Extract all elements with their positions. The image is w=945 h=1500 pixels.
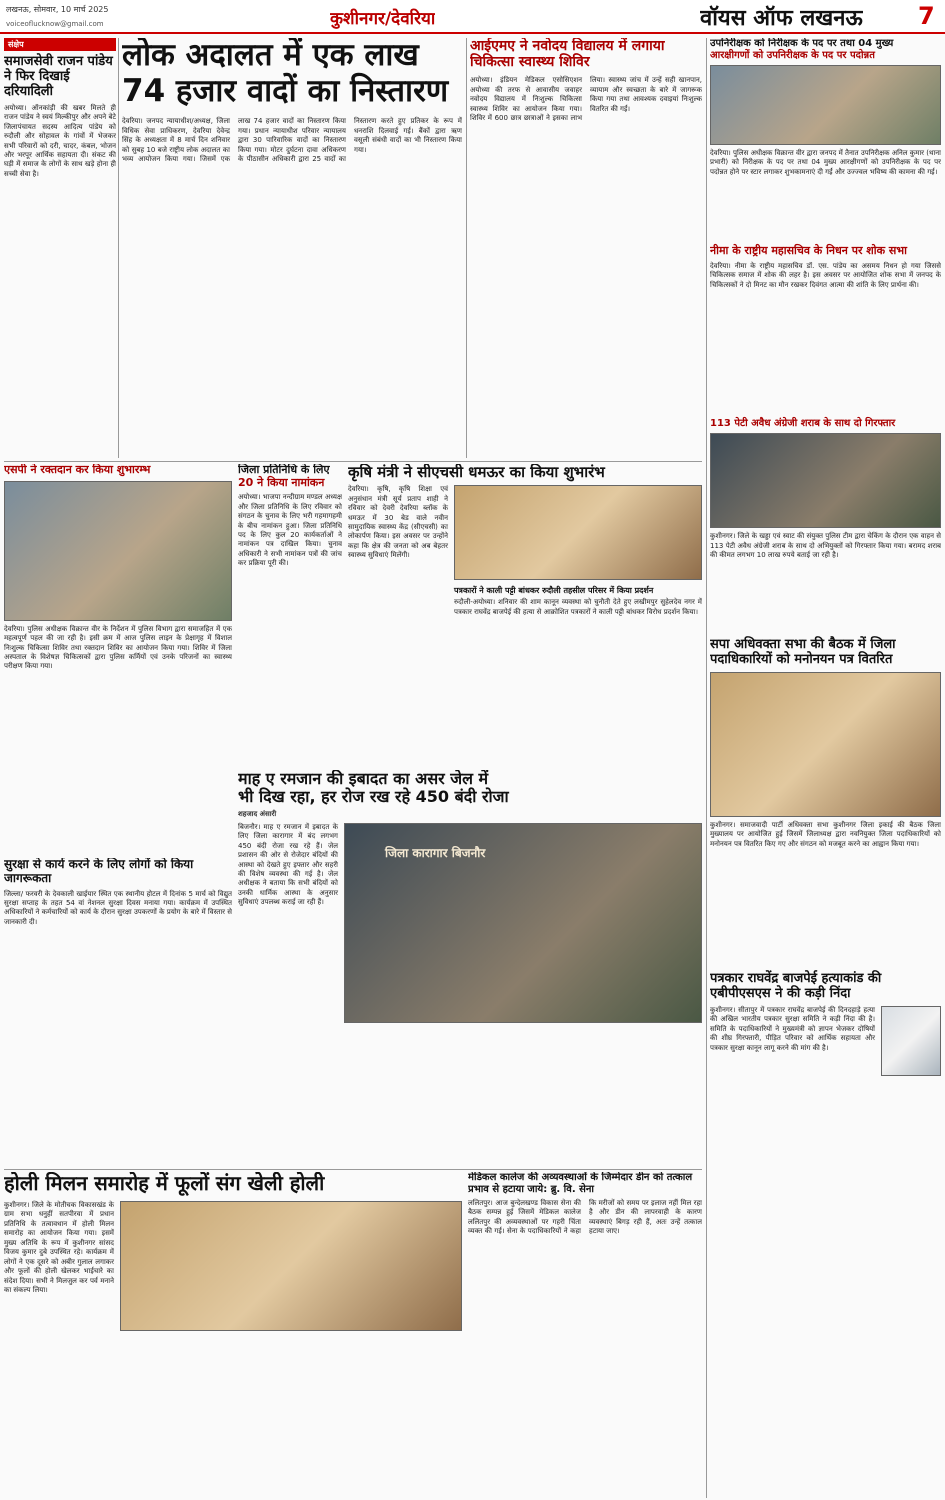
nomination-headline-1: जिला प्रतिनिधि के लिए (238, 464, 330, 476)
divider (466, 38, 467, 458)
liquor-photo (710, 433, 941, 528)
ima-headline: आईएमए ने नवोदय विद्यालय में लगाया चिकित्सा स्वास्थ्य शिविर (470, 38, 665, 71)
blood-donation-headline: एसपी ने रक्तदान कर किया शुभारम्भ (4, 464, 151, 476)
jail-sign: जिला कारागार बिजनौर (385, 845, 486, 860)
sp-headline: सपा अधिवक्ता सभा की बैठक में जिला पदाधिकारियों को मनोनयन पत्र वितरित (710, 637, 896, 668)
section-title: कुशीनगर/देवरिया (330, 9, 436, 29)
brief-headline: समाजसेवी राजन पांडेय ने फिर दिखाई दरियादिली (4, 54, 113, 99)
ramzan-jail-article (238, 770, 702, 1170)
ramzan-headline-1: माह ए रमजान की इबादत का असर जेल में (238, 770, 489, 788)
ima-article (470, 38, 702, 458)
medical-college-headline: मेडिकल कालेज की अव्यवस्थाओं के जिम्मेदार डीन को तत्काल प्रभाव से हटाया जाये: ब्रु. वि. सेना (468, 1172, 693, 1195)
ramzan-byline: शहजाद अंसारी (238, 809, 277, 818)
journalists-text: रुदौली-अयोध्या। शनिवार की शाम कानून व्यवस्था को चुनौती देते हुए लखीमपुर सुहेलदेव नगर में पत्रकार राघवेंद्र बाजपेई की हत्या से आक्रोशित पत्रकारों ने काली पट्टी बांधकर विरोध प्रदर्शन किया। (454, 598, 702, 616)
nima-headline: नीमा के राष्ट्रीय महासचिव के निधन पर शोक सभा (710, 244, 907, 257)
agri-minister-body (348, 485, 702, 725)
brief-tag: संक्षेप (4, 38, 116, 51)
sp-text: कुशीनगर। समाजवादी पार्टी अधिवक्ता सभा कुशीनगर जिला इकाई की बैठक जिला मुख्यालय पर आयोजित हुई जिसमें जिलाध्यक्ष द्वारा नवनियुक्त जिला पदाधिकारियों को मनोनयन पत्र वितरित किए गए और संगठन को मजबूत करने का आह्वान किया गया। (710, 821, 941, 848)
blood-donation-photo (4, 481, 232, 621)
journalist-portrait (881, 1006, 941, 1076)
medical-college-text: ललितपुर। आज बुन्देलखण्ड विकास सेना की बैठक सम्पन्न हुई जिसमें मेडिकल कालेज ललितपुर की अव्यवस्थाओं पर गहरी चिंता व्यक्त की गई। सेना के पदाधिकारियों ने कहा कि मरीजों को समय पर इलाज नहीं मिल रहा है और डीन की लापरवाही के कारण व्यवस्थाएं बिगड़ रही हैं, अतः उन्हें तत्काल हटाया जाए। (468, 1199, 702, 1236)
ima-text: अयोध्या। इंडियन मेडिकल एसोसिएशन अयोध्या की तरफ से आवासीय जवाहर नवोदय विद्यालय में निःशुल्क चिकित्सा स्वास्थ्य शिविर का आयोजन किया गया। शिविर में 600 छात्र छात्राओं ने इसका लाभ लिया। स्वास्थ्य जांच में उन्हें सही खानपान, व्यायाम और स्वच्छता के बारे में जागरूक किया गया तथा आवश्यक दवाइयां निःशुल्क वितरित की गईं। (470, 76, 702, 122)
murder-text: कुशीनगर। सीतापुर में पत्रकार राघवेंद्र बाजपेई की दिनदहाड़े हत्या की अखिल भारतीय पत्रकार सुरक्षा समिति ने कड़ी निंदा की है। समिति के पदाधिकारियों ने मुख्यमंत्री को ज्ञापन भेजकर दोषियों की शीघ्र गिरफ्तारी, पीड़ित परिवार को आर्थिक सहायता और पत्रकार सुरक्षा कानून लागू करने की मांग की है। (710, 1005, 875, 1052)
divider (706, 38, 707, 1498)
contact-email: voiceoflucknow@gmail.com (6, 20, 104, 28)
nima-text: देवरिया। नीमा के राष्ट्रीय महासचिव डॉ. एस. पांडेय का असमय निधन हो गया जिससे चिकित्सक समाज में शोक की लहर है। इस अवसर पर आयोजित शोक सभा में जनपद के चिकित्सकों ने दो मिनट का मौन रखकर दिवंगत आत्मा की शांति के लिए प्रार्थना की। (710, 261, 941, 289)
lok-adalat-article (122, 38, 462, 458)
blood-donation-text: देवरिया। पुलिस अधीक्षक विक्रान्त वीर के निर्देशन में पुलिस विभाग द्वारा समाजहित में एक महत्वपूर्ण पहल की जा रही है। इसी क्रम में आज पुलिस लाइन के प्रेक्षागृह में विशाल निःशुल्क चिकित्सा शिविर तथा रक्तदान शिविर का आयोजन किया गया। शिविर में जिला अस्पताल के विशेषज्ञ चिकित्सकों द्वारा पुलिस कर्मियों एवं उनके परिजनों का स्वास्थ्य परीक्षण किया गया। (4, 624, 232, 671)
ramzan-body (238, 823, 702, 1123)
agri-minister-article (348, 464, 702, 764)
lok-adalat-headline-1: लोक अदालत में एक लाख (122, 38, 419, 73)
journalists-headline: पत्रकारों ने काली पट्टी बांधकर रुदौली तहसील परिसर में किया प्रदर्शन (454, 586, 654, 596)
lok-adalat-headline-2: 74 हजार वादों का निस्तारण (122, 72, 449, 109)
page-header (0, 0, 945, 34)
lok-adalat-text: देवरिया। जनपद न्यायाधीश/अध्यक्ष, जिला विधिक सेवा प्राधिकरण, देवरिया देवेन्द्र सिंह के अध्यक्षता में 8 मार्च दिन शनिवार को सुबह 10 बजे राष्ट्रीय लोक अदालत का भव्य आयोजन किया गया। जिसमें एक लाख 74 हजार वादों का निस्तारण किया गया। प्रधान न्यायाधीश परिवार न्यायालय द्वारा 30 पारिवारिक वादों का निस्तारण किया गया। मोटर दुर्घटना दावा अधिकरण के पीठासीन अधिकारी द्वारा 25 वादों का निस्तारण करते हुए प्रतिकर के रूप में धनराशि दिलवाई गई। बैंकों द्वारा ऋण वसूली संबंधी वादों का भी निस्तारण किया गया। (122, 117, 462, 164)
masthead: वॉयस ऑफ लखनऊ (700, 6, 863, 31)
ramzan-headline-2: भी दिख रहा, हर रोज रख रहे 450 बंदी रोजा (238, 787, 509, 807)
nomination-headline-2: 20 ने किया नामांकन (238, 475, 325, 489)
promotion-headline-1: उपनिरीक्षक को निरीक्षक के पद पर तथा 04 मुख्य (710, 38, 894, 49)
murder-body (710, 1006, 941, 1206)
awareness-article (4, 858, 232, 1168)
agri-minister-photo (454, 485, 702, 580)
holi-article (4, 1172, 462, 1497)
murder-headline: पत्रकार राघवेंद्र बाजपेई हत्याकांड की एबीपीएसएस ने की कड़ी निंदा (710, 971, 882, 1001)
sp-photo (710, 672, 941, 817)
holi-text: कुशीनगर। जिले के मोतीचक विकासखंड के ग्राम सभा धनुहीं सतपीरवा में प्रधान प्रतिनिधि के तत्वावधान में होली मिलन समारोह का आयोजन किया गया। इसमें मुख्य अतिथि के रूप में कुशीनगर सांसद विजय कुमार दुबे उपस्थित रहे। कार्यक्रम में लोगों ने एक दूसरे को अबीर गुलाल लगाकर और फूलों की होली खेलकर भाईचारे का संदेश दिया। सभी ने मिलजुल कर पर्व मनाने का संकल्प लिया। (4, 1201, 114, 1294)
promotion-text: देवरिया। पुलिस अधीक्षक विक्रान्त वीर द्वारा जनपद में तैनात उपनिरीक्षक अनिल कुमार (थाना प्रभारी) को निरीक्षक के पद पर तथा 04 मुख्य आरक्षीगणों को उपनिरीक्षक के पद पर पदोन्नत होने पर स्टार लगाकर शुभकामनाएं दी गईं और उज्ज्वल भविष्य की कामना की गई। (710, 149, 941, 176)
right-column (710, 38, 941, 1498)
page-number: 7 (918, 2, 935, 30)
ramzan-text: बिजनौर। माह ए रमजान में इबादत के लिए जिला कारागार में बंद लगभग 450 बंदी रोजा रख रहे हैं। जेल प्रशासन की ओर से रोजेदार बंदियों की आस्था को देखते हुए इफ्तार और सहरी की विशेष व्यवस्था की गई है। जेल अधीक्षक ने बताया कि सभी बंदियों को उनकी धार्मिक आस्था के अनुसार सुविधाएं उपलब्ध कराई जा रही हैं। (238, 822, 338, 907)
divider (4, 1169, 702, 1170)
blood-donation-article (4, 464, 232, 854)
divider (118, 38, 119, 458)
promotion-headline-2: आरक्षीगणों को उपनिरीक्षक के पद पर पदोन्नत (710, 49, 875, 61)
brief-column (4, 38, 116, 458)
agri-minister-headline: कृषि मंत्री ने सीएचसी धमऊर का किया शुभारंभ (348, 464, 605, 481)
divider (4, 461, 702, 462)
holi-headline: होली मिलन समारोह में फूलों संग खेली होली (4, 1172, 325, 1195)
agri-minister-media (454, 485, 702, 725)
issue-date: लखनऊ, सोमवार, 10 मार्च 2025 (6, 5, 109, 14)
brief-text: अयोध्या। ऑनकांड़ी की खबर मिलते ही राजन पांडेय ने स्वयं मिल्कीपुर और अपने बेटे जिलापंचायत सदस्य आदित्य पांडेय को रुदौली और सोहावल के गांवों में भेजकर सभी परिवारों को दरी, चादर, कंबल, भोजन और भरपूर आर्थिक सहायता दी। संकट की घड़ी में समाज के लोगों के साथ खड़े होना ही सच्ची सेवा है। (4, 103, 116, 178)
holi-body (4, 1201, 462, 1481)
awareness-headline: सुरक्षा से कार्य करने के लिए लोगों को किया जागरूकता (4, 858, 194, 885)
liquor-headline: 113 पेटी अवैध अंग्रेजी शराब के साथ दो गिरफ्तार (710, 417, 896, 429)
agri-minister-text: देवरिया। कृषि, कृषि शिक्षा एवं अनुसंधान मंत्री सूर्य प्रताप शाही ने रविवार को देवरी देवरिया ब्लॉक के धमऊर में 30 बेड वाले नवीन सामुदायिक स्वास्थ्य केंद्र (सीएचसी) का लोकार्पण किया। इस अवसर पर उन्होंने कहा कि क्षेत्र की जनता को अब बेहतर स्वास्थ्य सुविधाएं मिलेंगी। (348, 485, 448, 560)
jail-gate-photo (344, 823, 702, 1023)
liquor-text: कुशीनगर। जिले के खड्डा एवं स्वाट की संयुक्त पुलिस टीम द्वारा चेकिंग के दौरान एक वाहन से 113 पेटी अवैध अंग्रेजी शराब के साथ दो अभियुक्तों को गिरफ्तार किया गया। बरामद शराब की कीमत लगभग 10 लाख रुपये बताई जा रही है। (710, 532, 941, 560)
awareness-text: जिल्ला/ फरवरी के देवकाली खाईयार स्थित एक स्थानीय होटल में दिनांक 5 मार्च को विद्युत सुरक्षा सप्ताह के तहत 54 वां नेशनल सुरक्षा दिवस मनाया गया। कार्यक्रम में उपस्थित अधिकारियों ने कर्मचारियों को कार्य के दौरान सुरक्षा उपकरणों के प्रयोग के बारे में विस्तार से जानकारी दी। (4, 889, 232, 926)
medical-college-article (468, 1172, 702, 1497)
promotion-photo (710, 65, 941, 145)
holi-photo (120, 1201, 462, 1331)
nomination-text: अयोध्या। भाजपा नन्दीग्राम मण्डल अध्यक्ष और जिला प्रतिनिधि के लिए रविवार को संगठन के चुनाव के लिए भरी गहमागहमी के बीच नामांकन हुआ। जिला प्रतिनिधि पद के लिए कुल 20 कार्यकर्ताओं ने नामांकन पत्र दाखिल किया। चुनाव अधिकारी ने सभी नामांकन पत्रों की जांच कर प्रक्रिया पूरी की। (238, 493, 342, 568)
